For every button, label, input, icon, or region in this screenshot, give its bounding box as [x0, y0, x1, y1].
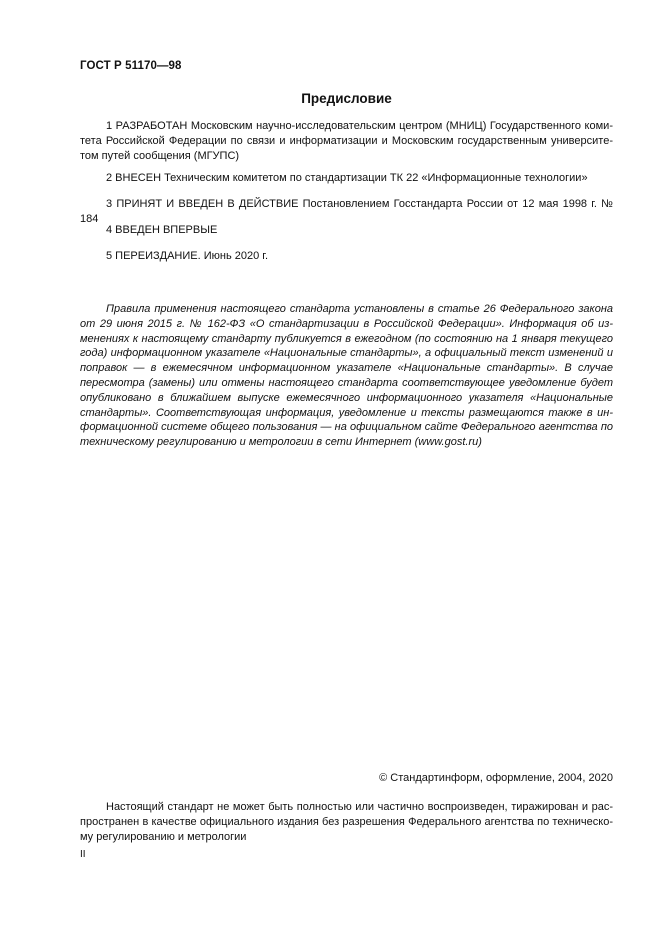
page-number: II	[80, 849, 86, 860]
reprint-restriction-notice: Настоящий стандарт не может быть полностью или частично воспроизведен, тиражирован и распространен в качестве официального издания без разрешения Федерального агентства по техническому регулированию и метрологии	[80, 801, 613, 843]
preface-item-2: 2 ВНЕСЕН Техническим комитетом по стандартизации ТК 22 «Информационные технологии»	[106, 172, 588, 184]
preface-item-1: 1 РАЗРАБОТАН Московским научно-исследовательским центром (МНИЦ) Государственного комитета Российской Федерации по связи и информатизации и Московским государственным университетом путей сообщения (МГУПС)	[80, 120, 613, 162]
preface-item-3: 3 ПРИНЯТ И ВВЕДЕН В ДЕЙСТВИЕ Постановлением Госстандарта России от 12 мая 1998 г. № 184	[80, 198, 613, 225]
preface-item-5: 5 ПЕРЕИЗДАНИЕ. Июнь 2020 г.	[106, 250, 268, 262]
copyright-line: © Стандартинформ, оформление, 2004, 2020	[379, 772, 613, 784]
document-code: ГОСТ Р 51170—98	[80, 60, 182, 72]
standard-application-notice: Правила применения настоящего стандарта установлены в статье 26 Федерального закона от 29 июня 2015 г. № 162-ФЗ «О стандартизации в Российской Федерации». Информация об изменениях к настоящему стандарту публикуется в ежегодном (по состоянию на 1 января текущего года) информационном указателе «Национальные стандарты», а официальный текст изменений и поправок — в ежемесячном информационном указателе «Национальные стандарты». В случае пересмотра (замены) или отмены настоящего стандарта соответствующее уведомление будет опубликовано в ближайшем выпуске ежемесячного информационного указателя «Национальные стандарты». Соответствующая информация, уведомление и тексты размещаются также в информационной системе общего пользования — на официальном сайте Федерального агентства по техническому регулированию и метрологии в сети Интернет (www.gost.ru)	[80, 303, 613, 449]
section-title: Предисловие	[301, 91, 392, 106]
preface-item-4: 4 ВВЕДЕН ВПЕРВЫЕ	[106, 224, 218, 236]
